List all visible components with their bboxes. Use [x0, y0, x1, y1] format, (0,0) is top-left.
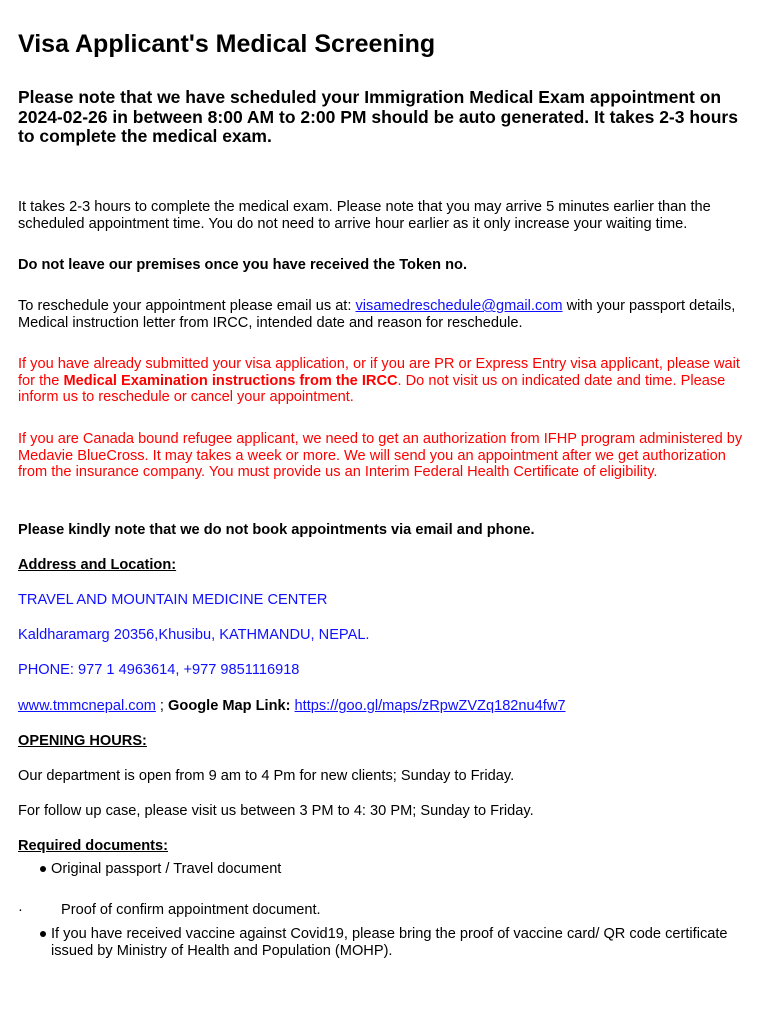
appointment-notice: Please note that we have scheduled your Immigration Medical Exam appointment on 2024-02-26 in between 8:00 AM to 2:00 PM should be auto generated. It takes 2-3 hours to complete the medical exam. — [18, 87, 738, 146]
hours-new-clients: Our department is open from 9 am to 4 Pm for new clients; Sunday to Friday. — [18, 768, 515, 784]
hours-follow-up: For follow up case, please visit us between 3 PM to 4: 30 PM; Sunday to Friday. — [18, 803, 534, 819]
center-address: Kaldharamarg 20356,Khusibu, KATHMANDU, NEPAL. — [18, 627, 370, 643]
reschedule-paragraph — [18, 298, 758, 331]
token-warning: Do not leave our premises once you have received the Token no. — [18, 257, 468, 273]
center-name: TRAVEL AND MOUNTAIN MEDICINE CENTER — [18, 592, 328, 608]
refugee-notice: If you are Canada bound refugee applicant, we need to get an authorization from IFHP program administered by Medavie BlueCross. It may takes a week or more. We will send you an appointment after we get authorization from the insurance company. You must provide us an Interim Federal Health Certificate of eligibility. — [18, 431, 743, 481]
page-title: Visa Applicant's Medical Screening — [18, 30, 436, 58]
links-separator: ; — [155, 698, 169, 714]
document-item — [38, 861, 758, 878]
reschedule-email-link[interactable]: visamedreschedule@gmail.com — [355, 298, 563, 314]
hours-heading — [18, 733, 758, 750]
map-link-label: Google Map Link: — [168, 698, 291, 714]
documents-heading-text: Required documents: — [18, 838, 169, 854]
reschedule-text-before: To reschedule your appointment please email us at: — [18, 298, 356, 314]
links-line — [18, 698, 758, 715]
bullet-icon — [38, 861, 51, 878]
hours-heading-text: OPENING HOURS: — [18, 733, 147, 749]
document-item-text: If you have received vaccine against Covid19, please bring the proof of vaccine card/ QR code certificate issued by Ministry of Health and Population (MOHP). — [51, 926, 728, 959]
small-bullet-icon: · — [18, 902, 23, 918]
document-item-text: Proof of confirm appointment document. — [61, 902, 321, 918]
center-phone: PHONE: 977 1 4963614, +977 9851116918 — [18, 662, 300, 678]
website-link[interactable]: www.tmmcnepal.com — [18, 698, 156, 714]
documents-heading — [18, 838, 758, 855]
pr-notice-bold: Medical Examination instructions from the IRCC — [63, 372, 398, 389]
pr-notice-after: . Do not visit us on indicated date and time. Please inform us to reschedule or cancel your appointment. — [18, 372, 726, 406]
document-item-text: Original passport / Travel document — [51, 861, 282, 877]
address-heading-text: Address and Location: — [18, 557, 177, 573]
pr-notice-before: If you have already submitted your visa application, or if you are PR or Express Entry visa applicant, please wait for the — [18, 356, 740, 389]
bullet-icon — [38, 926, 51, 943]
document-item — [38, 926, 758, 959]
no-booking-notice: Please kindly note that we do not book appointments via email and phone. — [18, 522, 535, 538]
google-map-link[interactable]: https://goo.gl/maps/zRpwZVZq182nu4fw7 — [294, 698, 566, 714]
pr-notice — [18, 356, 758, 406]
intro-paragraph: It takes 2-3 hours to complete the medical exam. Please note that you may arrive 5 minutes earlier than the scheduled appointment time. You do not need to arrive hour earlier as it only increase your waiting time. — [18, 199, 711, 232]
reschedule-text-after: with your passport details, Medical instruction letter from IRCC, intended date and reason for reschedule. — [18, 298, 736, 331]
address-heading — [18, 557, 758, 574]
